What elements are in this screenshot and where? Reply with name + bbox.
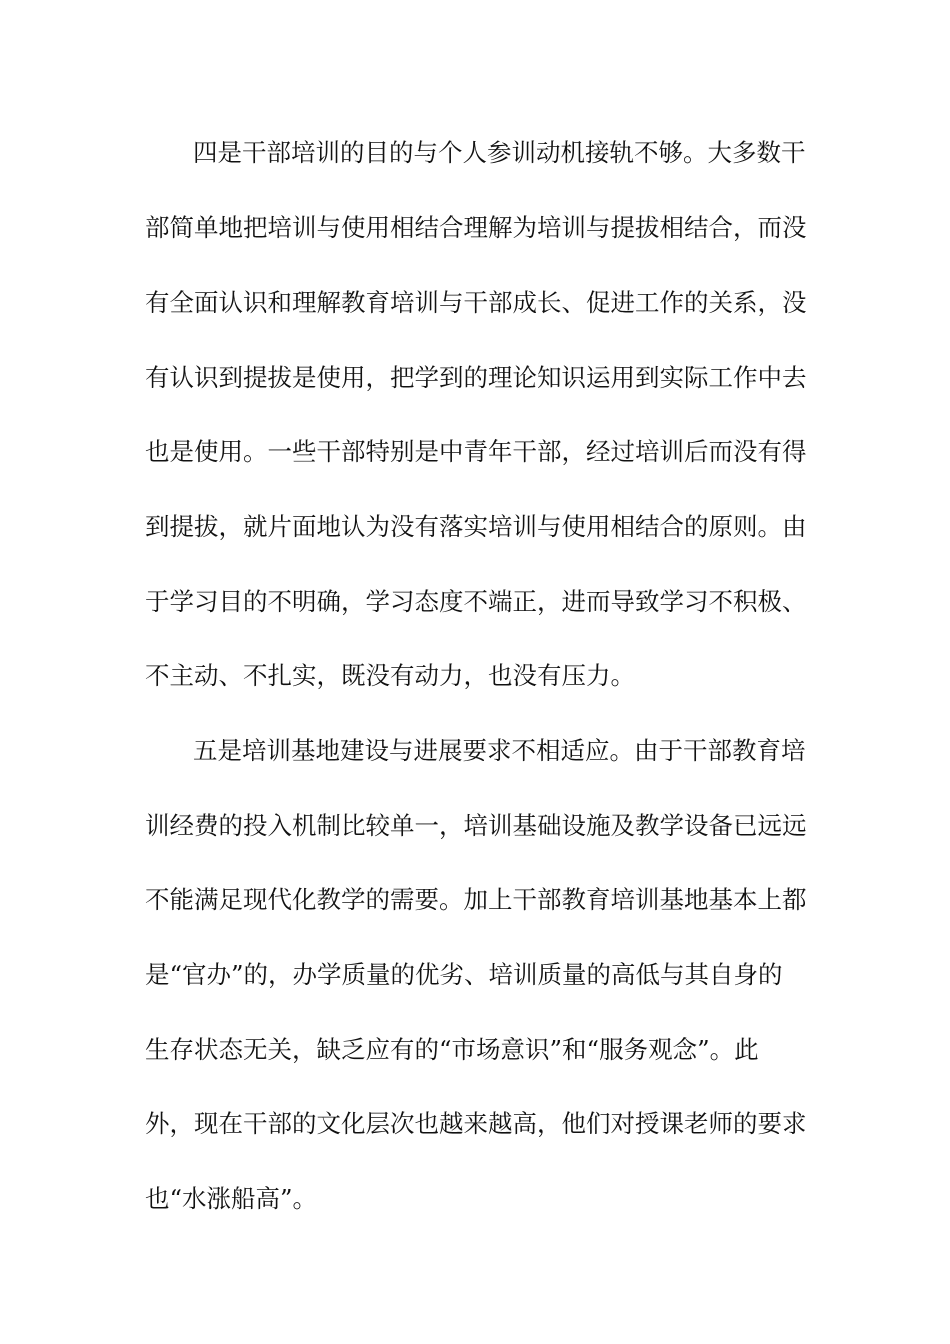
text-line: 也是使用。一些干部特别是中青年干部，经过培训后而没有得 xyxy=(145,437,807,466)
paragraph-2-line-3 xyxy=(0,880,950,920)
text-line: 四是干部培训的目的与个人参训动机接轨不够。大多数干 xyxy=(193,138,806,167)
text-line: 训经费的投入机制比较单一，培训基础设施及教学设备已远远 xyxy=(145,811,807,840)
text-line: 不能满足现代化教学的需要。加上干部教育培训基地基本上都 xyxy=(145,885,807,914)
paragraph-2-line-7 xyxy=(0,1179,950,1219)
paragraph-2-line-5 xyxy=(0,1030,950,1070)
text-line: 外，现在干部的文化层次也越来越高，他们对授课老师的要求 xyxy=(145,1109,807,1138)
paragraph-1-line-4 xyxy=(0,358,950,398)
text-line: 到提拔，就片面地认为没有落实培训与使用相结合的原则。由 xyxy=(145,512,807,541)
text-line: 于学习目的不明确，学习态度不端正，进而导致学习不积极、 xyxy=(145,587,807,616)
paragraph-2-line-6 xyxy=(0,1104,950,1144)
text-line: 五是培训基地建设与进展要求不相适应。由于干部教育培 xyxy=(193,736,806,765)
text-line: 也“水涨船高”。 xyxy=(145,1184,318,1213)
paragraph-1-line-5 xyxy=(0,432,950,472)
text-line: 是“官办”的，办学质量的优劣、培训质量的高低与其自身的 xyxy=(145,960,783,989)
paragraph-2-line-4 xyxy=(0,955,950,995)
paragraph-2-line-2 xyxy=(0,806,950,846)
paragraph-1-line-6 xyxy=(0,507,950,547)
text-line: 有认识到提拔是使用，把学到的理论知识运用到实际工作中去 xyxy=(145,363,807,392)
text-line: 生存状态无关，缺乏应有的“市场意识”和“服务观念”。此 xyxy=(145,1035,759,1064)
paragraph-1-line-3 xyxy=(0,283,950,323)
text-line: 有全面认识和理解教育培训与干部成长、促进工作的关系，没 xyxy=(145,288,807,317)
text-line: 不主动、不扎实，既没有动力，也没有压力。 xyxy=(145,661,635,690)
paragraph-2-line-1 xyxy=(0,731,950,771)
paragraph-1-line-7 xyxy=(0,582,950,622)
paragraph-1-line-2 xyxy=(0,208,950,248)
paragraph-1-line-1 xyxy=(0,133,950,173)
paragraph-1-line-8 xyxy=(0,656,950,696)
text-line: 部简单地把培训与使用相结合理解为培训与提拔相结合，而没 xyxy=(145,213,807,242)
